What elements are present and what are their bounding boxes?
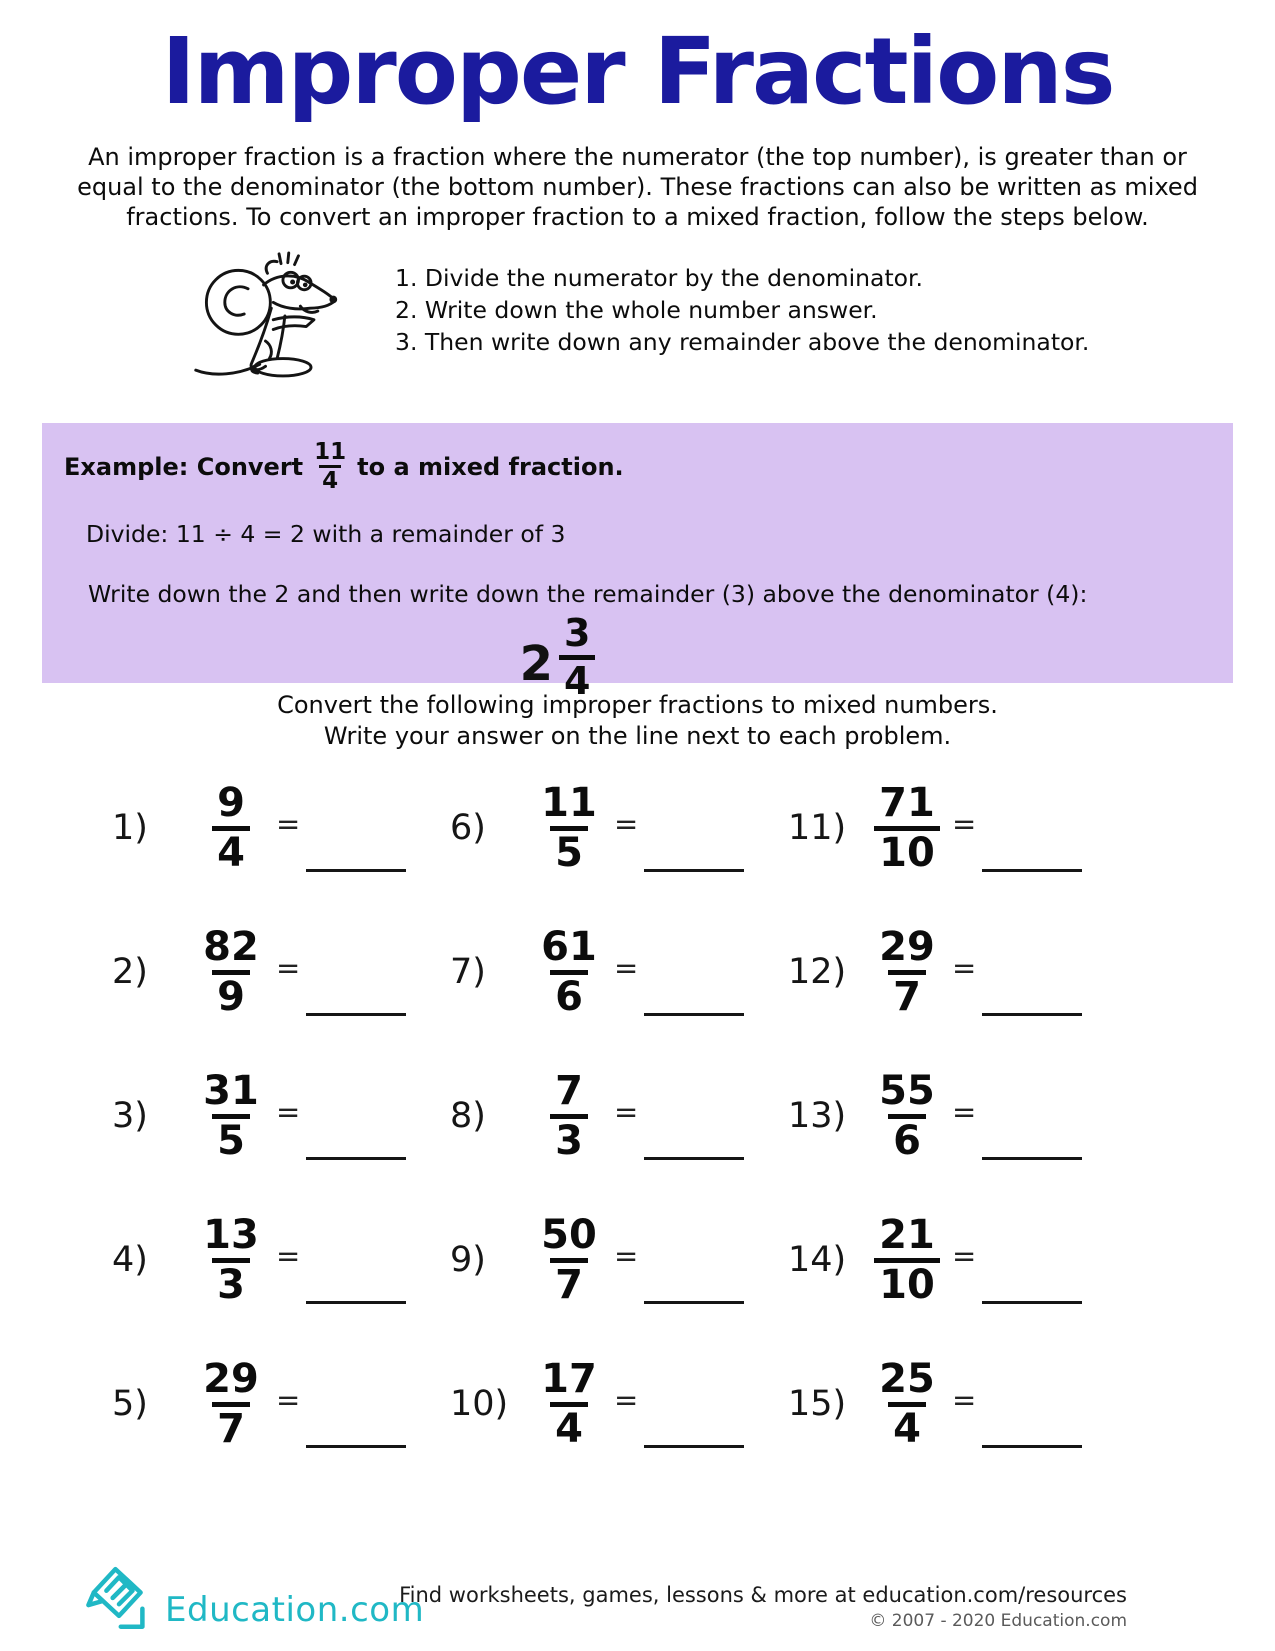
problem-number: 5): [112, 1384, 148, 1424]
answer-line: [306, 1301, 406, 1304]
problem-row-15: [788, 1357, 1148, 1452]
example-divide-line: Divide: 11 ÷ 4 = 2 with a remainder of 3: [86, 520, 566, 548]
problem-number: 12): [788, 952, 847, 992]
answer-line: [306, 1445, 406, 1448]
answer-line: [982, 1445, 1082, 1448]
problem-fraction: $\frac{82}{9}$: [203, 923, 259, 1020]
copyright-text: © 2007 - 2020 Education.com: [869, 1611, 1127, 1631]
problem-row-11: [788, 781, 1148, 876]
equals-sign: =: [276, 1383, 301, 1417]
problem-fraction: $\frac{29}{7}$: [879, 923, 935, 1020]
steps-list: [395, 262, 1089, 358]
problem-number: 14): [788, 1240, 847, 1280]
equals-sign: =: [276, 1095, 301, 1129]
problem-fraction: $\frac{25}{4}$: [879, 1355, 935, 1452]
answer-line: [306, 1157, 406, 1160]
equals-sign: =: [952, 1239, 977, 1273]
answer-line: [982, 1301, 1082, 1304]
problem-fraction: $\frac{9}{4}$: [212, 781, 250, 876]
example-fraction-numerator: 11: [314, 439, 347, 465]
problem-fraction: $\frac{17}{4}$: [541, 1355, 597, 1452]
resources-text: Find worksheets, games, lessons & more at education.com/resources: [399, 1583, 1127, 1607]
problem-row-1: [112, 781, 450, 876]
problem-number: 2): [112, 952, 148, 992]
answer-line: [644, 1013, 744, 1016]
step-2: 2. Write down the whole number answer.: [395, 296, 878, 324]
problems-instructions: [0, 690, 1275, 752]
pencil-icon: [83, 1558, 155, 1636]
problem-number: 11): [788, 808, 847, 848]
logo-text: Education.com: [165, 1590, 425, 1630]
answer-line: [644, 869, 744, 872]
problem-number: 4): [112, 1240, 148, 1280]
example-fraction: [309, 439, 351, 494]
mouse-icon: [188, 248, 343, 378]
problem-number: 1): [112, 808, 148, 848]
problem-number: 8): [450, 1096, 486, 1136]
problem-fraction: $\frac{11}{5}$: [541, 779, 597, 876]
problem-row-3: [112, 1069, 450, 1164]
example-label-prefix: Example: Convert: [64, 452, 304, 481]
problem-fraction: $\frac{61}{6}$: [541, 923, 597, 1020]
problem-number: 3): [112, 1096, 148, 1136]
answer-line: [644, 1157, 744, 1160]
equals-sign: =: [614, 1095, 639, 1129]
example-fraction-denominator: 4: [319, 465, 341, 494]
equals-sign: =: [276, 951, 301, 985]
problem-number: 10): [450, 1384, 509, 1424]
answer-line: [644, 1445, 744, 1448]
problems-grid: [112, 756, 1148, 1476]
equals-sign: =: [614, 807, 639, 841]
example-label-suffix: to a mixed fraction.: [357, 452, 624, 481]
problem-row-7: [450, 925, 788, 1020]
equals-sign: =: [952, 1383, 977, 1417]
problem-row-5: [112, 1357, 450, 1452]
problem-fraction: $\frac{50}{7}$: [541, 1211, 597, 1308]
answer-line: [982, 1013, 1082, 1016]
equals-sign: =: [614, 951, 639, 985]
problem-fraction: $\frac{29}{7}$: [203, 1355, 259, 1452]
example-result-numerator: 3: [563, 611, 591, 655]
steps-section: [188, 248, 1089, 378]
answer-line: [644, 1301, 744, 1304]
example-box: [42, 423, 1233, 703]
example-heading: [64, 439, 1211, 494]
problem-row-12: [788, 925, 1148, 1020]
example-result-whole: 2: [519, 635, 553, 692]
problem-row-6: [450, 781, 788, 876]
equals-sign: =: [614, 1383, 639, 1417]
equals-sign: =: [952, 807, 977, 841]
equals-sign: =: [952, 951, 977, 985]
problem-row-8: [450, 1069, 788, 1164]
intro-text: An improper fraction is a fraction where the numerator (the top number), is greater than or equal to the denominator (the bottom number). These fractions can also be written as mixed fractions. To convert an improper fraction to a mixed fraction, follow the steps below.: [77, 143, 1198, 231]
problem-fraction: $\frac{21}{10}$: [874, 1213, 940, 1308]
step-3: 3. Then write down any remainder above the denominator.: [395, 328, 1090, 356]
problem-number: 7): [450, 952, 486, 992]
instructions-line-2: Write your answer on the line next to each problem.: [323, 722, 952, 750]
answer-line: [982, 1157, 1082, 1160]
problem-row-9: [450, 1213, 788, 1308]
page-title: Improper Fractions: [161, 18, 1114, 125]
problem-number: 15): [788, 1384, 847, 1424]
equals-sign: =: [276, 1239, 301, 1273]
problem-row-13: [788, 1069, 1148, 1164]
problem-row-4: [112, 1213, 450, 1308]
education-logo: [83, 1558, 424, 1636]
problem-fraction: $\frac{55}{6}$: [879, 1067, 935, 1164]
problem-number: 6): [450, 808, 486, 848]
equals-sign: =: [614, 1239, 639, 1273]
example-result-denominator: 4: [559, 655, 595, 703]
footer-info: [399, 1582, 1127, 1633]
answer-line: [306, 869, 406, 872]
problem-fraction: $\frac{71}{10}$: [874, 781, 940, 876]
equals-sign: =: [952, 1095, 977, 1129]
problem-row-10: [450, 1357, 788, 1452]
problem-number: 13): [788, 1096, 847, 1136]
problem-fraction: $\frac{7}{3}$: [550, 1069, 588, 1164]
problem-row-2: [112, 925, 450, 1020]
problem-fraction: $\frac{31}{5}$: [203, 1067, 259, 1164]
instructions-line-1: Convert the following improper fractions to mixed numbers.: [277, 691, 998, 719]
equals-sign: =: [276, 807, 301, 841]
problem-number: 9): [450, 1240, 486, 1280]
answer-line: [306, 1013, 406, 1016]
problem-fraction: $\frac{13}{3}$: [203, 1211, 259, 1308]
answer-line: [982, 869, 1082, 872]
example-write-line: Write down the 2 and then write down the remainder (3) above the denominator (4):: [88, 580, 1088, 608]
step-1: 1. Divide the numerator by the denominator.: [395, 264, 924, 292]
problem-row-14: [788, 1213, 1148, 1308]
